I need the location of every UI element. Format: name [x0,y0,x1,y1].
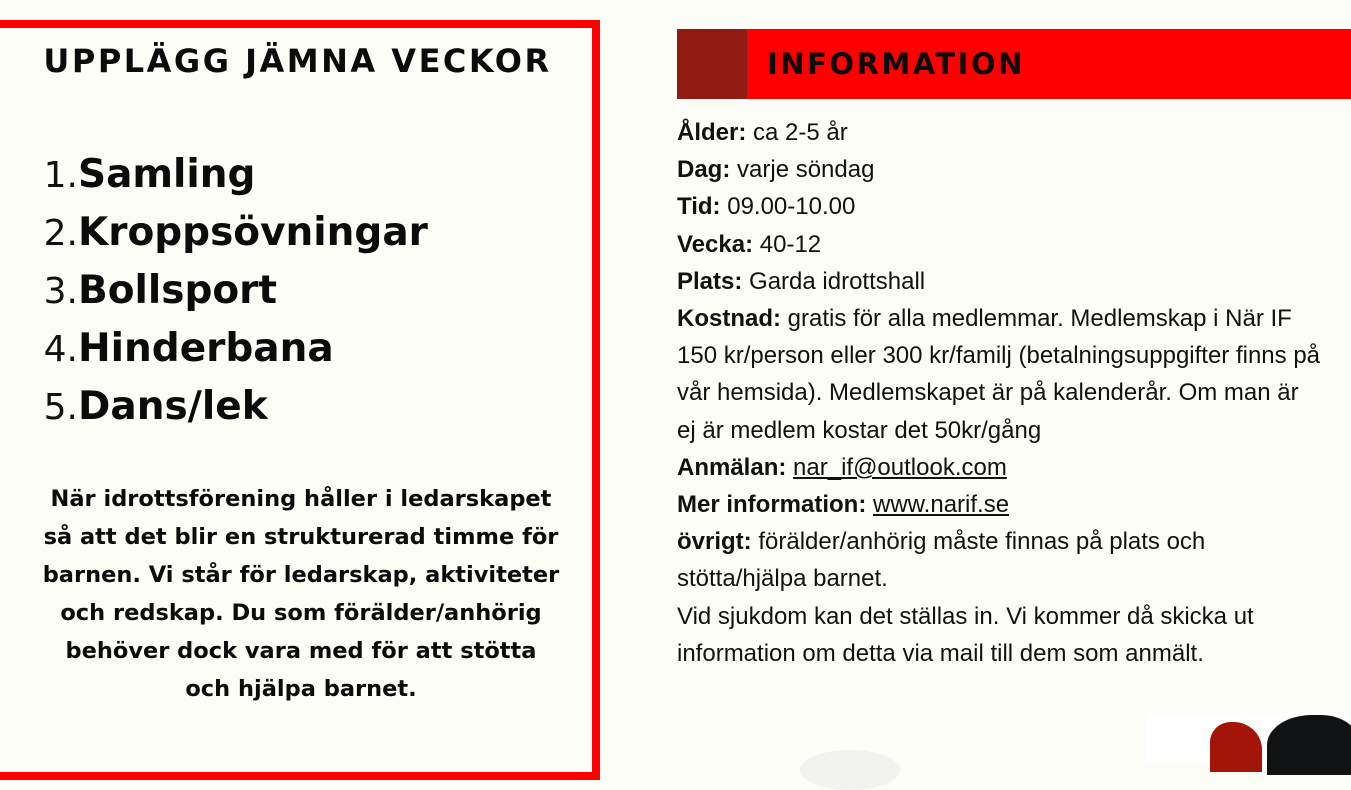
list-item: 4. Hinderbana [43,326,334,371]
info-day: Dag: varje söndag [677,156,875,184]
information-title: INFORMATION [767,47,1025,81]
cropped-heading-descenders [0,0,1351,2]
website-link[interactable]: www.narif.se [873,491,1010,519]
info-time: Tid: 09.00-10.00 [677,193,856,221]
info-illness-note: Vid sjukdom kan det ställas in. Vi kommer då skicka ut information om detta via mail till dem som anmält. [677,602,1254,667]
list-item: 3. Bollsport [43,268,278,313]
red-item [1210,722,1262,772]
black-helmet [1267,715,1351,775]
list-item: 2. Kroppsövningar [43,210,428,255]
ball-image [800,750,900,790]
sports-gear-image [1145,713,1351,763]
activity-list [34,152,428,442]
info-location: Plats: Garda idrottshall [677,267,926,295]
information-header [677,29,1351,99]
list-item: 5. Dans/lek [43,384,268,429]
schedule-title: UPPLÄGG JÄMNA VECKOR [43,42,552,80]
info-other: övrigt: förälder/anhörig måste finnas på plats och stötta/hjälpa barnet. [677,528,1206,593]
info-weeks: Vecka: 40-12 [677,230,822,258]
list-item: 1. Samling [43,152,256,197]
email-link[interactable]: nar_if@outlook.com [793,453,1007,481]
info-more: Mer information: www.narif.se [677,491,1010,519]
info-cost: Kostnad: gratis för alla medlemmar. Medlemskap i När IF 150 kr/person eller 300 kr/familj (betalningsuppgifter finns på vår hemsida). Medlemskapet är på kalenderår. Om man är ej är medlem kostar det 50kr/gång [677,305,1321,444]
info-registration: Anmälan: nar_if@outlook.com [677,453,1007,481]
info-age: Ålder: ca 2-5 år [677,119,848,146]
header-accent-block [677,29,747,99]
information-details [677,114,1351,672]
program-description: När idrottsförening håller i ledarskapet så att det blir en strukturerad timme för barnen. Vi står för ledarskap, aktiviteter och redskap. Du som förälder/anhörig behöver dock vara med för att stötta och hjälpa barnet. [42,486,560,702]
